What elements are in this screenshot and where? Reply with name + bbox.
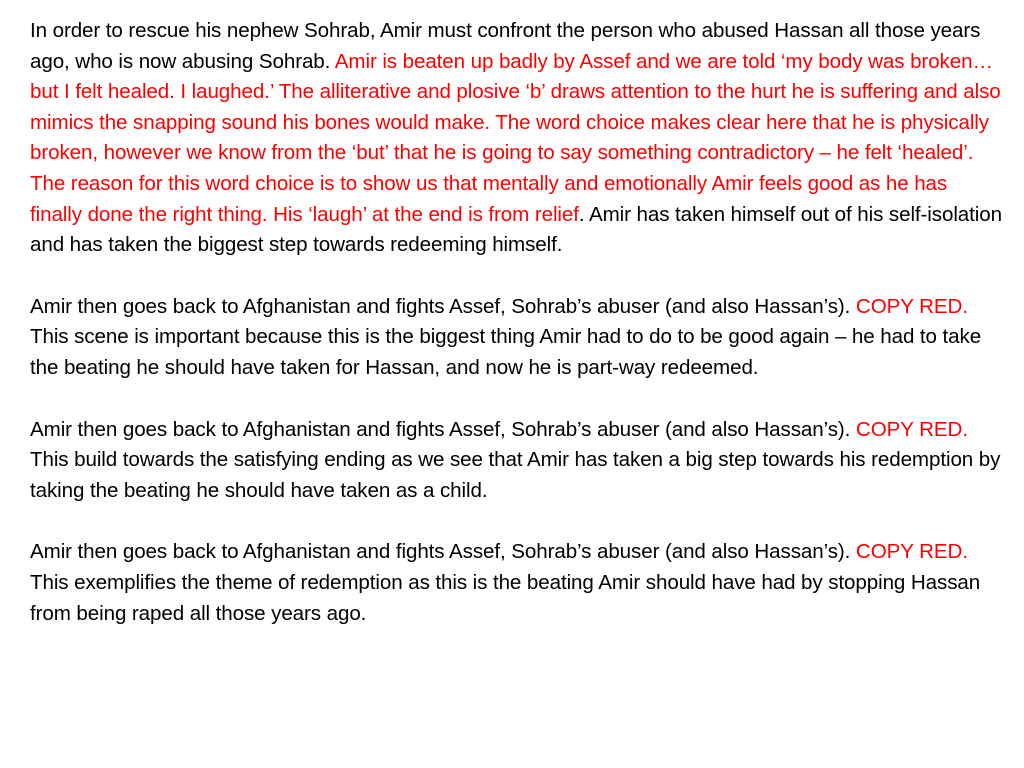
paragraph-text: This scene is important because this is the biggest thing Amir had to do to be good again – he had to take the beating he should have taken for Hassan, and now he is part-way redeemed. — [30, 325, 982, 379]
paragraph-text: This exemplifies the theme of redemption as this is the beating Amir should have had by stopping Hassan from being raped all those years ago. — [30, 570, 981, 625]
paragraph-example-2 — [30, 415, 1002, 507]
paragraph-text: . Amir has taken himself out of his self-isolation and has taken the biggest step towards redeeming himself. — [30, 202, 1002, 257]
paragraph-highlight-text: Amir is beaten up badly by Assef and we are told ‘my body was broken… but I felt healed. I laughed.’ The alliterative and plosive ‘b’ draws attention to the hurt he is suffering and also mimics the snapping sound his bones would make. The word choice makes clear here that he is physically broken, however we know from the ‘but’ that he is going to say something contradictory – he felt ‘healed’. The reason for this word choice is to show us that mentally and emotionally Amir feels good as he has finally done the right thing. His ‘laugh’ at the end is from relief — [30, 49, 1001, 226]
copy-red-label: COPY RED. — [855, 294, 968, 318]
paragraph-text: This build towards the satisfying ending as we see that Amir has taken a big step towards his redemption by taking the beating he should have taken as a child. — [30, 448, 1001, 502]
slide-body — [30, 16, 1002, 629]
paragraph-example-1 — [30, 292, 1002, 384]
paragraph-example-3 — [30, 537, 1002, 629]
paragraph-text: In order to rescue his nephew Sohrab, Amir must confront the person who abused Hassan all those years ago, who is now abusing Sohrab. — [30, 19, 981, 73]
copy-red-label: COPY RED. — [855, 540, 968, 564]
paragraph-analysis — [30, 16, 1002, 261]
copy-red-label: COPY RED. — [855, 417, 968, 441]
paragraph-text: Amir then goes back to Afghanistan and fights Assef, Sohrab’s abuser (and also Hassan’s). — [30, 294, 856, 318]
paragraph-text: Amir then goes back to Afghanistan and fights Assef, Sohrab’s abuser (and also Hassan’s). — [30, 540, 856, 564]
paragraph-text: Amir then goes back to Afghanistan and fights Assef, Sohrab’s abuser (and also Hassan’s). — [30, 417, 856, 441]
